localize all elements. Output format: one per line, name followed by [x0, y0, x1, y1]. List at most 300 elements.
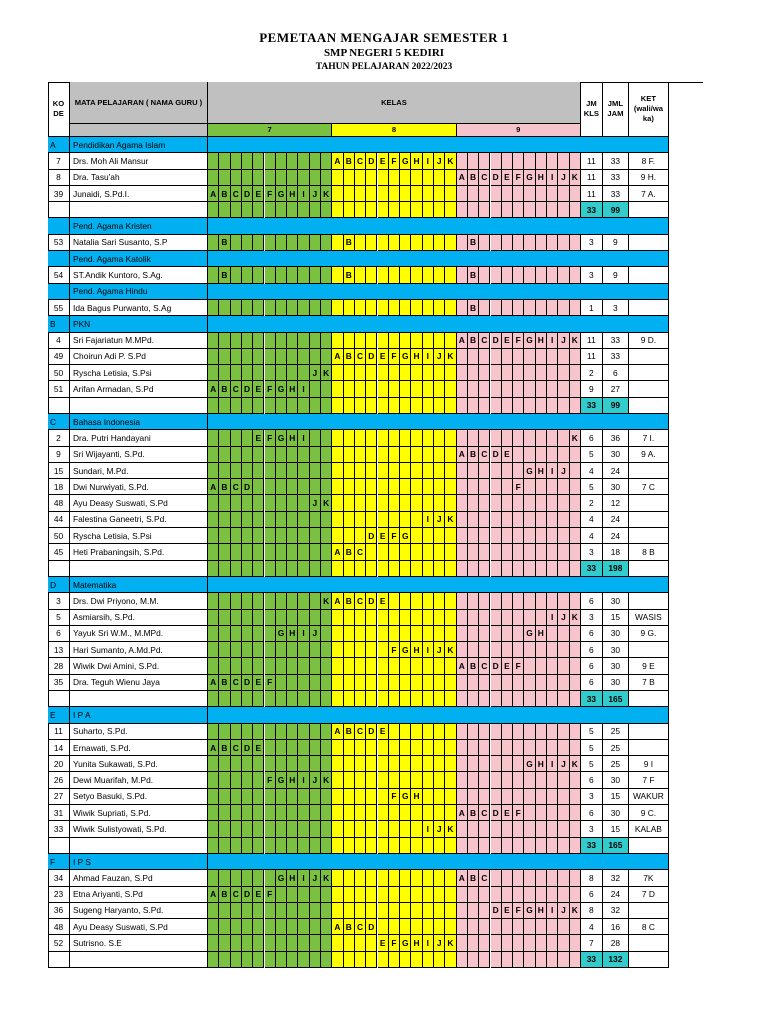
class-cell-9d	[491, 463, 502, 479]
class-cell-7a: A	[208, 675, 219, 691]
class-cell-9k	[570, 235, 581, 251]
class-cell-9j: J	[558, 170, 569, 186]
class-cell-8c	[355, 528, 366, 544]
jml-kls: 2	[581, 495, 603, 511]
class-cell-8j: J	[434, 642, 445, 658]
class-cell-9a	[457, 186, 468, 202]
jml-jam: 33	[603, 186, 629, 202]
class-cell-9f	[513, 544, 524, 560]
class-cell-9g: G	[524, 626, 535, 642]
class-cell-9j	[558, 789, 569, 805]
class-cell-8d	[366, 821, 377, 837]
jml-kls: 4	[581, 528, 603, 544]
class-cell-8g	[400, 626, 411, 642]
class-cell-8f	[389, 952, 400, 968]
class-cell-9j	[558, 658, 569, 674]
class-cell-8e	[378, 495, 389, 511]
class-cell-7a: A	[208, 887, 219, 903]
jml-jam: 15	[603, 610, 629, 626]
class-cell-9e	[502, 186, 513, 202]
class-cell-8g	[400, 267, 411, 283]
class-cell-8k	[445, 626, 456, 642]
class-cell-9f	[513, 463, 524, 479]
class-cell-9e	[502, 463, 513, 479]
class-cell-8b	[344, 365, 355, 381]
class-cell-8h	[411, 463, 422, 479]
class-cell-9k	[570, 675, 581, 691]
class-cell-9c	[479, 675, 490, 691]
class-cell-8j	[434, 447, 445, 463]
class-cell-9h	[536, 479, 547, 495]
class-cell-9a	[457, 300, 468, 316]
class-cell-9a	[457, 642, 468, 658]
class-cell-7j	[310, 479, 321, 495]
class-cell-7k	[321, 675, 332, 691]
class-cell-7k	[321, 561, 332, 577]
class-cell-9a: A	[457, 170, 468, 186]
jml-jam: 24	[603, 887, 629, 903]
teacher-code: 28	[48, 658, 70, 674]
class-cell-9f	[513, 887, 524, 903]
class-cell-7b	[219, 528, 230, 544]
class-cell-7j	[310, 919, 321, 935]
jml-kls: 5	[581, 724, 603, 740]
class-cell-8d	[366, 381, 377, 397]
class-cell-7g	[276, 935, 287, 951]
class-cell-7f: F	[265, 381, 276, 397]
class-cell-8c	[355, 333, 366, 349]
class-cell-8b	[344, 528, 355, 544]
class-cell-9c	[479, 153, 490, 169]
class-cell-9f	[513, 626, 524, 642]
class-cell-9c: C	[479, 447, 490, 463]
class-cell-8e	[378, 789, 389, 805]
class-cell-7d	[242, 593, 253, 609]
class-cell-8a	[332, 935, 343, 951]
class-cell-9b	[468, 186, 479, 202]
class-cell-7h	[287, 756, 298, 772]
jml-kls: 1	[581, 300, 603, 316]
class-cell-8i: I	[423, 349, 434, 365]
class-cell-9g	[524, 267, 535, 283]
class-cell-9f	[513, 447, 524, 463]
class-cell-8b	[344, 463, 355, 479]
class-cell-8f	[389, 447, 400, 463]
class-cell-7d: D	[242, 479, 253, 495]
class-cell-8e	[378, 658, 389, 674]
keterangan: 8 F.	[629, 153, 669, 169]
class-cell-9i	[547, 935, 558, 951]
class-cell-8h	[411, 756, 422, 772]
class-cell-8j: J	[434, 935, 445, 951]
class-cell-8i	[423, 772, 434, 788]
class-cell-9f	[513, 919, 524, 935]
keterangan: 9 G.	[629, 626, 669, 642]
class-cell-7b: B	[219, 675, 230, 691]
class-cell-7i	[298, 561, 309, 577]
class-cell-8k	[445, 186, 456, 202]
class-cell-7i	[298, 495, 309, 511]
class-cell-7f	[265, 691, 276, 707]
class-cell-9a: A	[457, 447, 468, 463]
class-cell-7j	[310, 349, 321, 365]
class-cell-9h: H	[536, 756, 547, 772]
class-cell-8k	[445, 202, 456, 218]
class-cell-9a	[457, 561, 468, 577]
class-cell-7k	[321, 349, 332, 365]
class-cell-7e: E	[253, 675, 264, 691]
class-cell-7b	[219, 430, 230, 446]
class-cell-8d	[366, 398, 377, 414]
class-cell-7e	[253, 870, 264, 886]
class-cell-9e	[502, 626, 513, 642]
class-cell-7e	[253, 691, 264, 707]
class-cell-8d	[366, 610, 377, 626]
class-cell-8a	[332, 626, 343, 642]
teacher-name: ST.Andik Kuntoro, S.Ag.	[70, 267, 208, 283]
class-cell-8h	[411, 691, 422, 707]
class-cell-7j	[310, 903, 321, 919]
class-cell-9k	[570, 772, 581, 788]
class-cell-8d	[366, 675, 377, 691]
jml-jam: 30	[603, 479, 629, 495]
class-cell-8b	[344, 561, 355, 577]
class-cell-9h	[536, 593, 547, 609]
class-cell-9j	[558, 626, 569, 642]
class-cell-7k	[321, 903, 332, 919]
class-cell-9h: H	[536, 463, 547, 479]
class-cell-7h	[287, 463, 298, 479]
class-cell-8c	[355, 430, 366, 446]
class-cell-7h	[287, 333, 298, 349]
class-cell-8c	[355, 756, 366, 772]
class-cell-9e	[502, 300, 513, 316]
keterangan	[629, 593, 669, 609]
class-cell-9a	[457, 528, 468, 544]
class-cell-7h: H	[287, 430, 298, 446]
class-cell-8c	[355, 398, 366, 414]
class-cell-9a	[457, 919, 468, 935]
class-cell-9a	[457, 935, 468, 951]
class-cell-8g	[400, 381, 411, 397]
class-cell-8f	[389, 333, 400, 349]
class-cell-7c	[231, 626, 242, 642]
class-cell-9j	[558, 642, 569, 658]
class-cell-8d	[366, 887, 377, 903]
class-cell-7g	[276, 838, 287, 854]
class-cell-9a	[457, 772, 468, 788]
class-cell-7c	[231, 300, 242, 316]
class-cell-9h	[536, 544, 547, 560]
class-cell-7i	[298, 724, 309, 740]
class-cell-7i	[298, 463, 309, 479]
class-cell-9h	[536, 675, 547, 691]
class-cell-8c	[355, 789, 366, 805]
class-cell-9a	[457, 593, 468, 609]
class-cell-8b: B	[344, 349, 355, 365]
class-cell-7f: F	[265, 675, 276, 691]
class-cell-9k	[570, 561, 581, 577]
class-cell-8g	[400, 952, 411, 968]
class-cell-9g	[524, 593, 535, 609]
class-cell-7a	[208, 561, 219, 577]
class-cell-9e: E	[502, 447, 513, 463]
class-cell-7h	[287, 365, 298, 381]
class-cell-8j	[434, 235, 445, 251]
class-cell-9i	[547, 919, 558, 935]
class-cell-9d	[491, 430, 502, 446]
class-cell-7h	[287, 903, 298, 919]
section-title: Pend. Agama Kristen	[70, 218, 208, 234]
class-cell-9c: C	[479, 805, 490, 821]
class-cell-9d	[491, 610, 502, 626]
class-cell-8e	[378, 398, 389, 414]
class-cell-8e	[378, 675, 389, 691]
class-cell-8c	[355, 838, 366, 854]
class-cell-9a	[457, 463, 468, 479]
jml-jam: 30	[603, 626, 629, 642]
teacher-code: 9	[48, 447, 70, 463]
keterangan	[629, 691, 669, 707]
class-cell-8c	[355, 202, 366, 218]
class-cell-8k	[445, 675, 456, 691]
class-cell-7b	[219, 561, 230, 577]
jml-kls: 6	[581, 626, 603, 642]
class-cell-7k	[321, 544, 332, 560]
class-cell-9k	[570, 593, 581, 609]
class-cell-8d	[366, 267, 377, 283]
class-cell-8i	[423, 381, 434, 397]
class-cell-7i	[298, 642, 309, 658]
class-cell-9e	[502, 561, 513, 577]
section-band	[208, 218, 669, 234]
class-cell-9c	[479, 300, 490, 316]
class-cell-9k: K	[570, 903, 581, 919]
class-cell-8h	[411, 186, 422, 202]
class-cell-7i	[298, 333, 309, 349]
class-cell-7c	[231, 658, 242, 674]
teacher-name: Wiwik Supriati, S.Pd.	[70, 805, 208, 821]
academic-year: TAHUN PELAJARAN 2022/2023	[315, 62, 453, 72]
class-cell-9g	[524, 495, 535, 511]
class-cell-7g	[276, 349, 287, 365]
class-cell-7a	[208, 772, 219, 788]
class-cell-7k	[321, 202, 332, 218]
class-cell-7j	[310, 430, 321, 446]
class-cell-8c	[355, 691, 366, 707]
class-cell-9a	[457, 495, 468, 511]
class-cell-8f	[389, 430, 400, 446]
class-cell-8i	[423, 561, 434, 577]
class-cell-9i	[547, 675, 558, 691]
class-cell-7g	[276, 495, 287, 511]
class-cell-9g	[524, 365, 535, 381]
class-cell-9b	[468, 593, 479, 609]
teacher-code: 14	[48, 740, 70, 756]
class-cell-7i: I	[298, 381, 309, 397]
class-cell-7f: F	[265, 430, 276, 446]
class-cell-8e	[378, 561, 389, 577]
class-cell-9j	[558, 561, 569, 577]
class-cell-7d	[242, 349, 253, 365]
class-cell-7k: K	[321, 186, 332, 202]
class-cell-7b: B	[219, 381, 230, 397]
class-cell-7j	[310, 642, 321, 658]
class-cell-8e	[378, 903, 389, 919]
class-cell-8c	[355, 495, 366, 511]
class-cell-9h	[536, 447, 547, 463]
class-cell-8b	[344, 870, 355, 886]
class-cell-9h: H	[536, 170, 547, 186]
class-cell-9c	[479, 724, 490, 740]
class-cell-7f	[265, 756, 276, 772]
class-cell-7j	[310, 463, 321, 479]
class-cell-7c	[231, 789, 242, 805]
class-cell-8f	[389, 561, 400, 577]
jml-kls: 3	[581, 544, 603, 560]
class-cell-7h: H	[287, 772, 298, 788]
class-cell-9c	[479, 561, 490, 577]
class-cell-8f	[389, 610, 400, 626]
class-cell-9k	[570, 528, 581, 544]
class-cell-9i	[547, 235, 558, 251]
class-cell-9b	[468, 642, 479, 658]
section-title: Matematika	[70, 577, 208, 593]
class-cell-8k	[445, 838, 456, 854]
class-cell-9b	[468, 430, 479, 446]
class-cell-7j	[310, 740, 321, 756]
class-cell-9b	[468, 675, 479, 691]
class-cell-8d	[366, 235, 377, 251]
class-cell-9e: E	[502, 805, 513, 821]
class-cell-7k	[321, 887, 332, 903]
class-cell-8f	[389, 821, 400, 837]
class-cell-8e	[378, 447, 389, 463]
class-cell-9i	[547, 642, 558, 658]
class-cell-8c	[355, 365, 366, 381]
class-cell-9a	[457, 887, 468, 903]
class-cell-7a: A	[208, 186, 219, 202]
class-cell-9c	[479, 838, 490, 854]
class-cell-8c: C	[355, 593, 366, 609]
class-cell-9k	[570, 691, 581, 707]
class-cell-9d	[491, 398, 502, 414]
class-cell-8k	[445, 544, 456, 560]
teacher-name: Heti Prabaningsih, S.Pd.	[70, 544, 208, 560]
class-cell-7j	[310, 512, 321, 528]
class-cell-7f	[265, 544, 276, 560]
class-cell-9j	[558, 495, 569, 511]
class-cell-9j	[558, 952, 569, 968]
class-cell-8e	[378, 740, 389, 756]
class-cell-7f	[265, 561, 276, 577]
class-cell-9d	[491, 724, 502, 740]
jml-jam: 18	[603, 544, 629, 560]
class-cell-7g	[276, 952, 287, 968]
class-cell-7h: H	[287, 870, 298, 886]
class-cell-8a	[332, 740, 343, 756]
keterangan: KALAB	[629, 821, 669, 837]
class-cell-8d	[366, 903, 377, 919]
class-cell-8e	[378, 691, 389, 707]
teacher-name: Ryscha Letisia, S.Psi	[70, 528, 208, 544]
class-cell-8c	[355, 186, 366, 202]
jml-jam: 25	[603, 740, 629, 756]
class-cell-9g	[524, 675, 535, 691]
class-cell-7b: B	[219, 267, 230, 283]
class-cell-7b	[219, 170, 230, 186]
class-cell-9i	[547, 805, 558, 821]
class-cell-7j: J	[310, 626, 321, 642]
class-cell-8h	[411, 952, 422, 968]
class-cell-8b	[344, 789, 355, 805]
class-cell-9h	[536, 398, 547, 414]
class-cell-7g	[276, 610, 287, 626]
class-cell-9k	[570, 202, 581, 218]
class-cell-7f	[265, 398, 276, 414]
class-cell-9i	[547, 479, 558, 495]
class-cell-8g	[400, 398, 411, 414]
class-cell-7h	[287, 935, 298, 951]
class-cell-9b	[468, 772, 479, 788]
jml-kls: 4	[581, 919, 603, 935]
class-cell-7c: C	[231, 479, 242, 495]
class-cell-8i	[423, 870, 434, 886]
class-cell-8j	[434, 789, 445, 805]
class-cell-7d	[242, 202, 253, 218]
teacher-code: 31	[48, 805, 70, 821]
class-cell-9a	[457, 691, 468, 707]
class-cell-8f	[389, 626, 400, 642]
class-cell-8h	[411, 479, 422, 495]
class-cell-7i	[298, 349, 309, 365]
class-cell-8e	[378, 381, 389, 397]
class-cell-9j	[558, 202, 569, 218]
class-cell-7i	[298, 267, 309, 283]
class-cell-8c	[355, 267, 366, 283]
class-cell-9k	[570, 544, 581, 560]
class-cell-7k	[321, 235, 332, 251]
header-kode: KO DE	[48, 82, 70, 137]
class-cell-8g	[400, 870, 411, 886]
class-cell-8f	[389, 870, 400, 886]
class-cell-9h	[536, 381, 547, 397]
class-cell-8k	[445, 919, 456, 935]
class-cell-7b	[219, 821, 230, 837]
class-cell-8e	[378, 202, 389, 218]
class-cell-8f	[389, 398, 400, 414]
class-cell-8a	[332, 186, 343, 202]
class-cell-8h	[411, 870, 422, 886]
teacher-name: Drs. Dwi Priyono, M.M.	[70, 593, 208, 609]
class-cell-9k	[570, 349, 581, 365]
class-cell-8a	[332, 447, 343, 463]
class-cell-9i	[547, 691, 558, 707]
class-cell-8a	[332, 365, 343, 381]
class-cell-9j: J	[558, 756, 569, 772]
keterangan: 7 D	[629, 887, 669, 903]
class-cell-7b	[219, 544, 230, 560]
class-cell-8k	[445, 658, 456, 674]
class-cell-9c	[479, 610, 490, 626]
class-cell-9b	[468, 463, 479, 479]
class-cell-9g: G	[524, 903, 535, 919]
class-cell-8e	[378, 887, 389, 903]
class-cell-9c	[479, 887, 490, 903]
class-cell-7c	[231, 952, 242, 968]
section-code	[48, 218, 70, 234]
class-cell-8d	[366, 186, 377, 202]
